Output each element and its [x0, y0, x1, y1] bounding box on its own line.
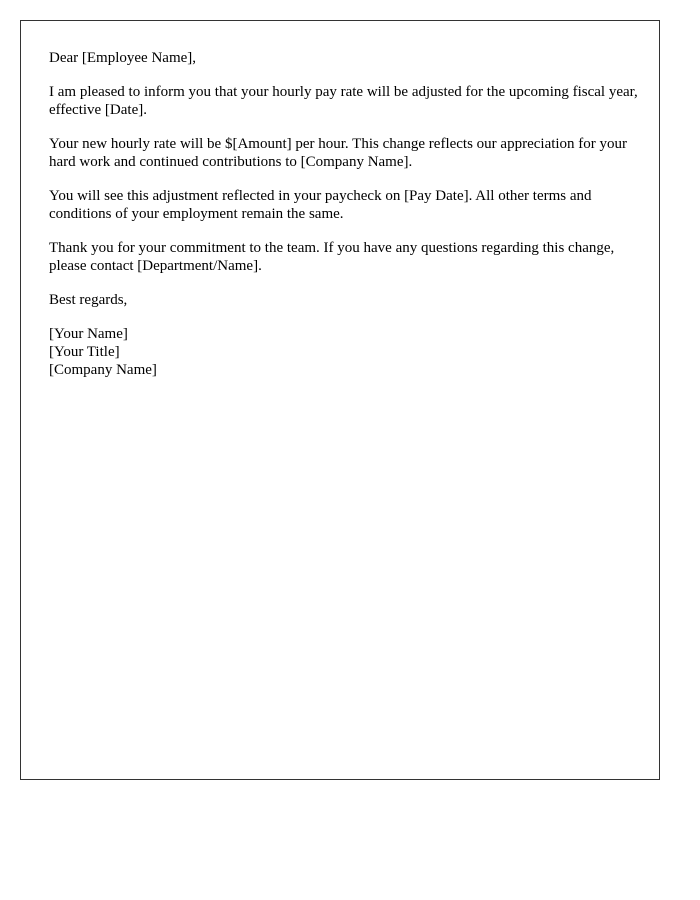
salutation: Dear [Employee Name], — [49, 50, 197, 66]
closing: Best regards, — [49, 292, 128, 308]
paragraph-paycheck: You will see this adjustment reflected in your paycheck on [Pay Date]. All other terms and conditions of your employment remain the same. — [49, 188, 592, 222]
paragraph-new-rate: Your new hourly rate will be $[Amount] per hour. This change reflects our appreciation for your hard work and continued contributions to [Company Name]. — [49, 136, 628, 170]
letter-frame — [20, 20, 660, 780]
signature-block — [49, 325, 639, 379]
signature-name: [Your Name] — [49, 326, 128, 342]
signature-title: [Your Title] — [49, 344, 120, 360]
letter-body — [49, 49, 639, 379]
paragraph-rate-adjustment: I am pleased to inform you that your hourly pay rate will be adjusted for the upcoming fiscal year, effective [Date]. — [49, 84, 638, 118]
signature-company: [Company Name] — [49, 362, 157, 378]
paragraph-thanks: Thank you for your commitment to the team. If you have any questions regarding this change, please contact [Department/Name]. — [49, 240, 615, 274]
